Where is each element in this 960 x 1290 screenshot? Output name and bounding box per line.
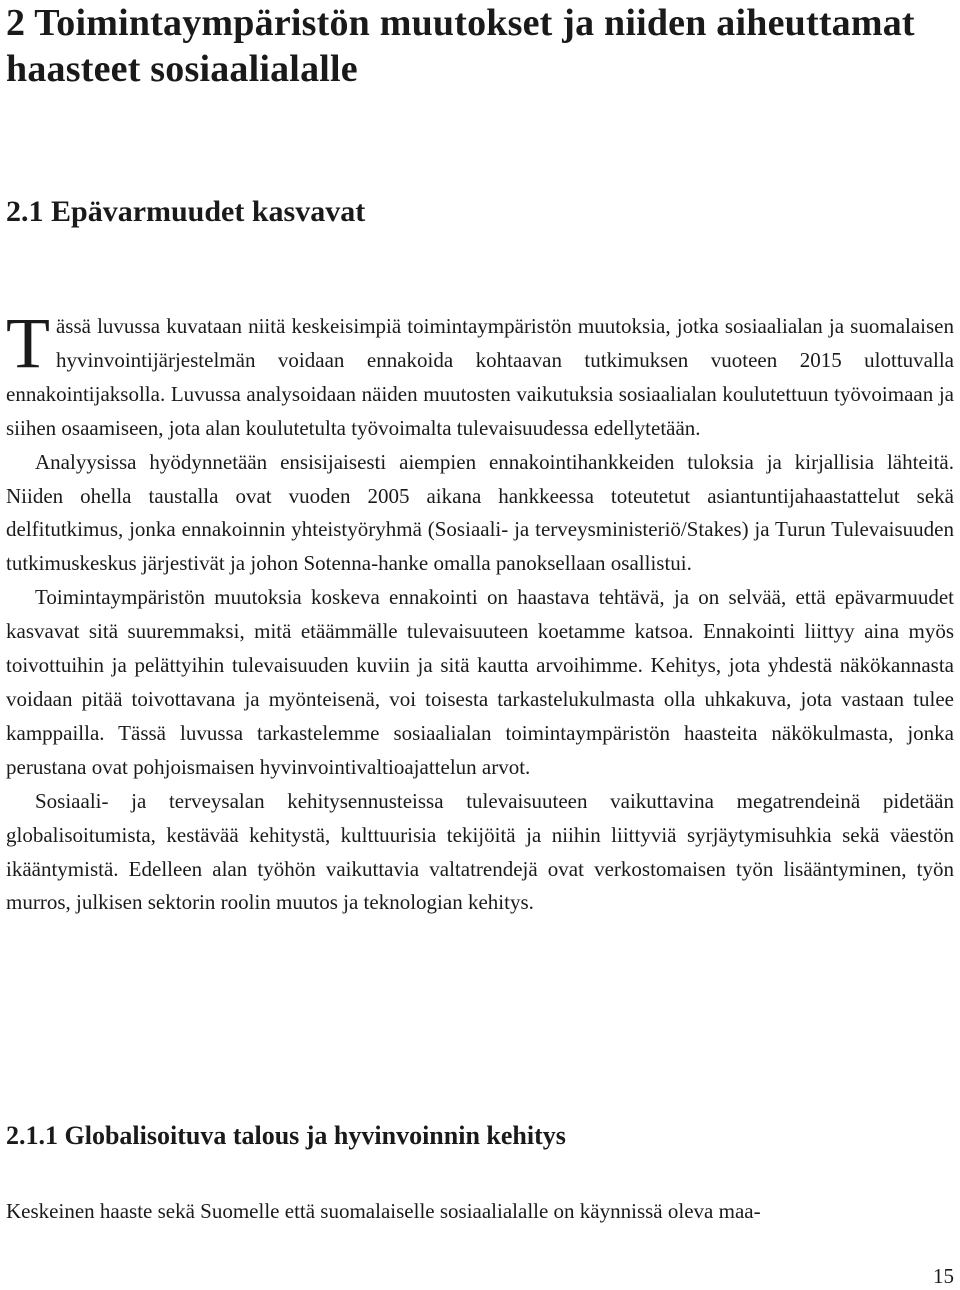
page-number: 15 [933,1264,954,1288]
section-title: 2.1 Epävarmuudet kasvavat [6,195,366,228]
paragraph-1 [6,303,954,446]
drop-cap: T [6,303,50,383]
subsection-first-line: Keskeinen haaste sekä Suomelle että suomalaiselle sosiaalialalle on käynnissä oleva maa- [6,1199,761,1223]
chapter-title: 2 Toimintaympäristön muutokset ja niiden aiheuttamat haasteet sosiaalialalle [6,2,915,90]
paragraph-3: Toimintaympäristön muutoksia koskeva ennakointi on haastava tehtävä, ja on selvää, että epävarmuudet kasvavat sitä suuremmaksi, mitä etäämmälle tulevaisuuteen koetamme katsoa. Ennakointi liittyy aina myös toivottuihin ja pelättyihin tulevaisuuden kuviin ja sitä kautta arvoihimme. Kehitys, jota yhdestä näkökannasta voidaan pitää toivottavana ja myönteisenä, voi toisesta tarkastelukulmasta olla uhkakuva, jota vastaan tulee kamppailla. Tässä luvussa tarkastelemme sosiaalialan toimintaympäristön haasteita näkökulmasta, jonka perustana ovat pohjoismaisen hyvinvointivaltioajattelun arvot. [6,585,954,779]
paragraph-1-text: ässä luvussa kuvataan niitä keskeisimpiä toimintaympäristön muutoksia, jotka sosiaalialan ja suomalaisen hyvinvointijärjestelmän voidaan ennakoida kohtaavan tutkimuksen vuoteen 2015 ulottuvalla ennakointijaksolla. Luvussa analysoidaan näiden muutosten vaikutuksia sosiaalialan koulutettuun työvoimaan ja siihen osaamiseen, jota alan koulutetulta työvoimalta tulevaisuudessa edellytetään. [6,314,954,440]
paragraph-4: Sosiaali- ja terveysalan kehitysennusteissa tulevaisuuteen vaikuttavina megatrendeinä pidetään globalisoitumista, kestävää kehitystä, kulttuurisia tekijöitä ja niihin liittyviä syrjäytymisuhkia sekä väestön ikääntymistä. Edelleen alan työhön vaikuttavia valtatrendejä ovat verkostomaisen työn lisääntyminen, työn murros, julkisen sektorin roolin muutos ja teknologian kehitys. [6,788,954,915]
paragraph-2: Analyysissa hyödynnetään ensisijaisesti aiempien ennakointihankkeiden tuloksia ja kirjallisia lähteitä. Niiden ohella taustalla ovat vuoden 2005 aikana hankkeessa toteutetut asiantuntijahaastattelut sekä delfitutkimus, jonka ennakoinnin yhteistyöryhmä (Sosiaali- ja terveysministeriö/Stakes) ja Turun Tulevaisuuden tutkimuskeskus järjestivät ja johon Sotenna-hanke omalla panoksellaan osallistui. [6,449,954,576]
subsection-title: 2.1.1 Globalisoituva talous ja hyvinvoinnin kehitys [6,1121,566,1150]
section-body [6,303,954,920]
